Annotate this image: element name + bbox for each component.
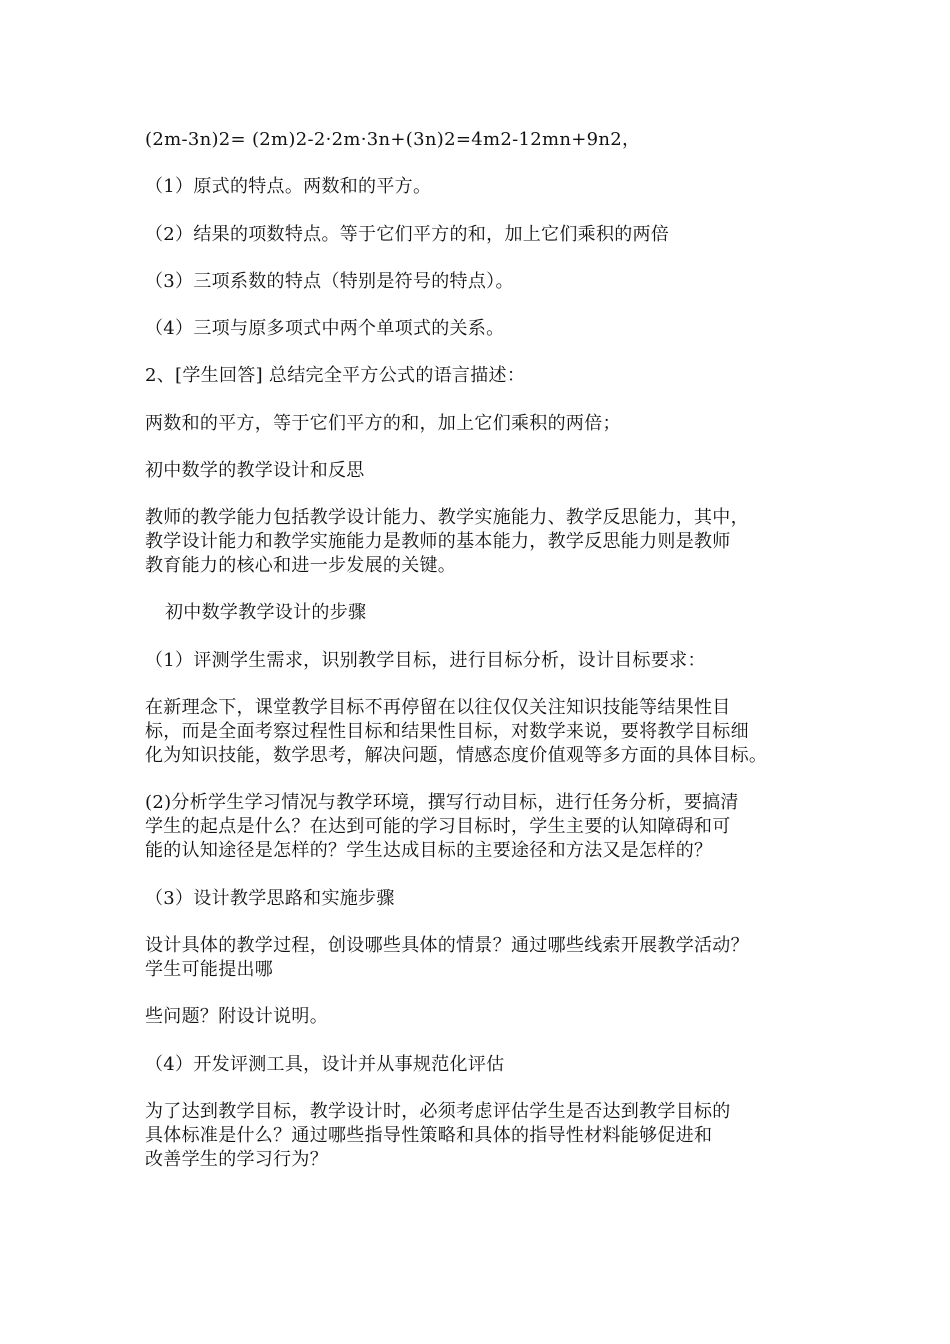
student-answer-heading: 2、[学生回答] 总结完全平方公式的语言描述： (145, 365, 526, 386)
step-1-heading: （1）评测学生需求，识别教学目标，进行目标分析，设计目标要求： (145, 650, 706, 671)
paragraph-line: 些问题？附设计说明。 (145, 1006, 328, 1027)
paragraph-line: 学生的起点是什么？在达到可能的学习目标时，学生主要的认知障碍和可 (145, 816, 731, 837)
formula-line: (2m-3n)2= (2m)2-2·2m·3n+(3n)2=4m2-12mn+9n2， (145, 129, 641, 150)
paragraph-line: 化为知识技能，数学思考，解决问题，情感态度价值观等多方面的具体目标。 (145, 745, 768, 766)
paragraph-line: 教师的教学能力包括教学设计能力、教学实施能力、教学反思能力，其中， (145, 507, 749, 528)
paragraph-line: 能的认知途径是怎样的？学生达成目标的主要途径和方法又是怎样的？ (145, 840, 713, 861)
formula-description: 两数和的平方，等于它们平方的和，加上它们乘积的两倍； (145, 413, 621, 434)
step-2-line: (2)分析学生学习情况与教学环境，撰写行动目标，进行任务分析，要搞清 (145, 792, 739, 813)
paragraph-line: 标，而是全面考察过程性目标和结果性目标，对数学来说，要将教学目标细 (145, 721, 749, 742)
paragraph-line: 改善学生的学习行为？ (145, 1149, 328, 1170)
feature-item-4: （4）三项与原多项式中两个单项式的关系。 (145, 318, 505, 339)
paragraph-line: 在新理念下，课堂教学目标不再停留在以往仅仅关注知识技能等结果性目 (145, 697, 731, 718)
feature-item-3: （3）三项系数的特点（特别是符号的特点）。 (145, 271, 514, 292)
subsection-title: 初中数学教学设计的步骤 (165, 602, 367, 623)
feature-item-2: （2）结果的项数特点。等于它们平方的和，加上它们乘积的两倍 (145, 224, 670, 245)
paragraph-line: 为了达到教学目标，教学设计时，必须考虑评估学生是否达到教学目标的 (145, 1101, 731, 1122)
feature-item-1: （1）原式的特点。两数和的平方。 (145, 176, 432, 197)
paragraph-line: 教育能力的核心和进一步发展的关键。 (145, 555, 457, 576)
paragraph-line: 设计具体的教学过程，创设哪些具体的情景？通过哪些线索开展教学活动？ (145, 935, 749, 956)
paragraph-line: 教学设计能力和教学实施能力是教师的基本能力，教学反思能力则是教师 (145, 531, 731, 552)
step-4-heading: （4）开发评测工具，设计并从事规范化评估 (145, 1054, 505, 1075)
step-3-heading: （3）设计教学思路和实施步骤 (145, 888, 395, 909)
section-title: 初中数学的教学设计和反思 (145, 460, 365, 481)
paragraph-line: 学生可能提出哪 (145, 959, 274, 980)
paragraph-line: 具体标准是什么？通过哪些指导性策略和具体的指导性材料能够促进和 (145, 1125, 713, 1146)
